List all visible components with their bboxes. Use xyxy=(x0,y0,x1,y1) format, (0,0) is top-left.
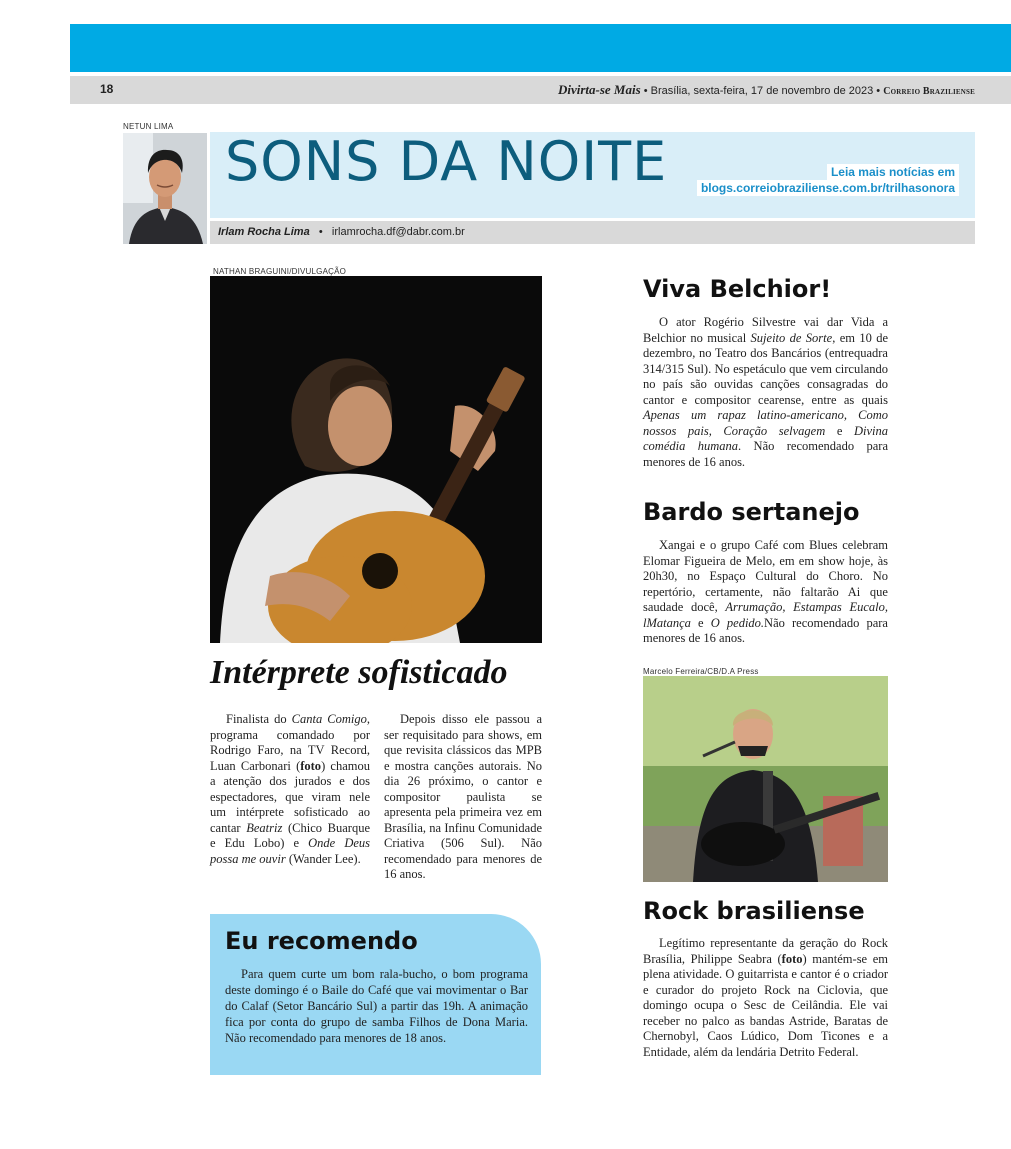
blog-promo xyxy=(697,164,959,196)
recommend-paragraph xyxy=(225,966,528,1046)
columnist-portrait xyxy=(123,133,207,244)
text-run: Arrumação, Estampas Eucalo, lMatança xyxy=(643,600,888,630)
text-run: Beatriz xyxy=(246,820,283,835)
section-name: Divirta-se Mais xyxy=(557,82,641,97)
bullet-icon: • xyxy=(876,85,884,97)
photo-credit: NATHAN BRAGUINI/DIVULGAÇÃO xyxy=(213,267,347,276)
rock-photo-credit: Marcelo Ferreira/CB/D.A Press xyxy=(643,667,759,676)
folio-info xyxy=(558,82,975,98)
text-run: (Chico Buarque e Edu Lobo) e xyxy=(210,820,371,850)
story-paragraph xyxy=(384,712,542,883)
text-run: Depois disso ele passou a ser requisitado para shows, em que revisita clássicos das MPB e mostra canções autorais. No dia 26 próximo, o cantor e compositor paulista se apresenta pela primeira vez em Brasília, na Infinu Comunidade Criativa (506 Sul). Não recomendado para menores de 16 anos. xyxy=(384,712,542,881)
text-run: Apenas um rapaz latino-americano, Como nossos pais, Coração selvagem xyxy=(643,408,888,438)
story-paragraph xyxy=(210,712,370,867)
text-run: Divina comédia humana xyxy=(643,423,888,453)
text-run: (Wander Lee). xyxy=(285,851,361,866)
text-run: Onde Deus possa me ouvir xyxy=(210,836,371,866)
text-run: e xyxy=(825,423,854,438)
text-run: , em 10 de dezembro, no Teatro dos Bancários (entrequadra 314/315 Sul). No espetáculo que vem circulando no país são ouvidas canções consagradas do cantor e compositor cearense, entre as quais xyxy=(643,330,889,407)
belchior-title: Viva Belchior! xyxy=(643,275,832,303)
author-name: Irlam Rocha Lima xyxy=(218,226,310,238)
headline: Intérprete sofisticado xyxy=(210,654,508,691)
text-run: O pedido. xyxy=(710,615,765,630)
text-run: foto xyxy=(781,951,803,966)
recommend-title: Eu recomendo xyxy=(225,927,418,955)
blog-link[interactable]: blogs.correiobraziliense.com.br/trilhasonora xyxy=(697,180,959,196)
story-right-column xyxy=(384,712,542,883)
belchior-paragraph xyxy=(643,315,888,470)
portrait-credit: NETUN LIMA xyxy=(123,122,174,131)
dateline: Brasília, sexta-feira, 17 de novembro de 2023 xyxy=(650,85,874,97)
belchior-text xyxy=(643,315,888,470)
byline xyxy=(218,226,465,238)
page-number: 18 xyxy=(100,82,114,96)
text-run: Legítimo representante da geração do Rock Brasília, Philippe Seabra ( xyxy=(643,936,888,966)
newspaper-name: Correio Braziliense xyxy=(883,86,975,97)
story-left-column xyxy=(210,712,370,867)
rock-paragraph xyxy=(643,936,888,1060)
guitarist-photo xyxy=(210,276,542,643)
text-run: , programa comandado por Rodrigo Faro, na TV Record, Luan Carbonari ( xyxy=(210,712,370,773)
bullet-icon: • xyxy=(643,85,651,97)
text-run: ) mantém-se em plena atividade. O guitarrista e cantor é o criador e curador do projeto Rock na Ciclovia, que domingo ocupa o Sesc de Ceilândia. Ele vai receber no palco as bandas Astride, Baratas de Chernobyl, Caos Lúdico, Dom Ticones e a Entidade, além da lendária Detrito Federal. xyxy=(643,951,888,1059)
recommend-text xyxy=(225,966,528,1046)
text-run: . Não recomendado para menores de 16 anos. xyxy=(643,439,889,469)
text-run: Ai que saudade docê xyxy=(643,584,888,614)
text-run: ) chamou a atenção dos jurados e dos espectadores, que viram nele um intérprete sofisticado ao cantar xyxy=(210,758,370,835)
text-run: Finalista do xyxy=(226,712,292,726)
bullet-icon: • xyxy=(312,226,329,238)
text-run: Xangai e o grupo Café com Blues celebram Elomar Figueira de Melo, em em show hoje, às 20h30, no Espaço Cultural do Choro. No repertório, certamente, não faltarão xyxy=(643,538,888,599)
bardo-title: Bardo sertanejo xyxy=(643,498,860,526)
text-run: foto xyxy=(300,758,322,773)
rock-text xyxy=(643,936,888,1060)
top-color-band xyxy=(70,24,1011,72)
author-email[interactable]: irlamrocha.df@dabr.com.br xyxy=(331,226,465,238)
text-run: O ator Rogério Silvestre vai dar Vida a Belchior no musical xyxy=(643,315,888,345)
text-run: Não recomendado para menores de 16 anos. xyxy=(643,615,888,645)
rock-title: Rock brasiliense xyxy=(643,897,865,925)
text-run: Para quem curte um bom rala-bucho, o bom programa deste domingo é o Baile do Café que vai movimentar o Bar do Calaf (Setor Bancário Sul) a partir das 19h. A animação fica por conta do grupo de samba Filhos de Dona Maria. Não recomendado para menores de 18 anos. xyxy=(225,967,528,1045)
blog-promo-line1: Leia mais notícias em xyxy=(827,164,959,180)
text-run: Canta Comigo xyxy=(291,712,367,726)
bardo-paragraph xyxy=(643,538,888,647)
bardo-text xyxy=(643,538,888,647)
text-run: Sujeito de Sorte xyxy=(750,330,833,345)
column-title: SONS DA NOITE xyxy=(225,130,668,193)
rock-singer-photo xyxy=(643,676,888,882)
text-run: e xyxy=(690,615,711,630)
text-run: , xyxy=(714,600,726,614)
